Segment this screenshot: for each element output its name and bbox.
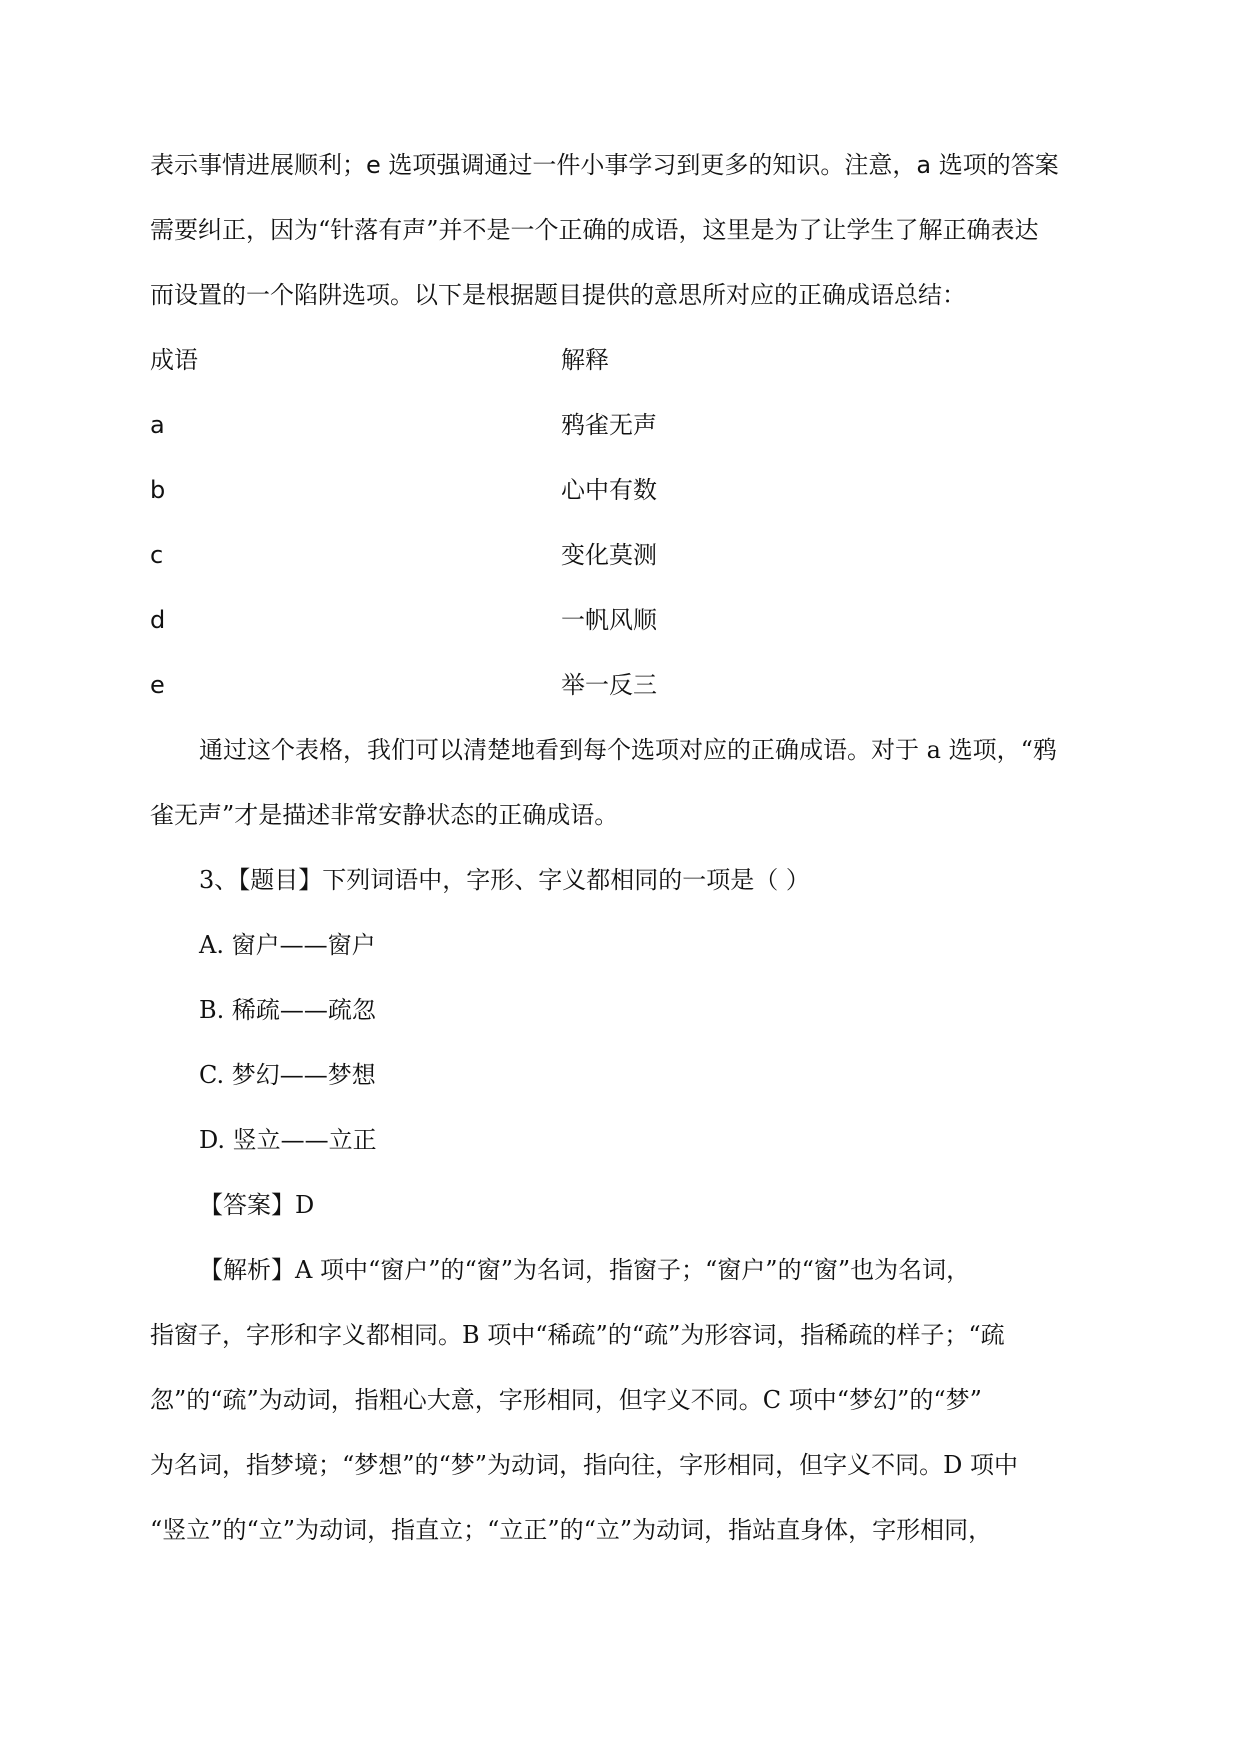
intro-line-3: 而设置的一个陷阱选项。以下是根据题目提供的意思所对应的正确成语总结： [150,281,966,309]
table-row-key: a [150,411,165,439]
intro-line-2: 需要纠正，因为“针落有声”并不是一个正确的成语，这里是为了让学生了解正确表达 [150,216,1039,244]
option-b: B. 稀疏——疏忽 [199,996,376,1024]
option-c: C. 梦幻——梦想 [199,1061,376,1089]
answer: 【答案】D [199,1191,315,1219]
option-d: D. 竖立——立正 [199,1126,377,1154]
table-header-idiom: 成语 [150,346,198,374]
intro-line-1: 表示事情进展顺利；e 选项强调通过一件小事学习到更多的知识。注意，a 选项的答案 [150,151,1059,179]
table-row-key: b [150,476,166,504]
table-row-key: d [150,606,166,634]
option-a: A. 窗户——窗户 [199,931,376,959]
analysis-line-5: “竖立”的“立”为动词，指直立；“立正”的“立”为动词，指站直身体，字形相同， [150,1516,993,1544]
table-row-value: 一帆风顺 [561,606,657,634]
table-row-key: e [150,671,165,699]
table-row-value: 鸦雀无声 [561,411,657,439]
analysis-line-1: 【解析】A 项中“窗户”的“窗”为名词，指窗子；“窗户”的“窗”也为名词， [199,1256,971,1284]
summary-line-2: 雀无声”才是描述非常安静状态的正确成语。 [150,801,619,829]
table-header-explanation: 解释 [561,346,609,374]
table-row-value: 心中有数 [561,476,657,504]
table-row-value: 变化莫测 [561,541,657,569]
analysis-line-4: 为名词，指梦境；“梦想”的“梦”为动词，指向往，字形相同，但字义不同。D 项中 [150,1451,1018,1479]
analysis-line-3: 忽”的“疏”为动词，指粗心大意，字形相同，但字义不同。C 项中“梦幻”的“梦” [150,1386,982,1414]
table-row-value: 举一反三 [561,671,657,699]
summary-line-1: 通过这个表格，我们可以清楚地看到每个选项对应的正确成语。对于 a 选项，“鸦 [199,736,1057,764]
question-stem: 3、【题目】下列词语中，字形、字义都相同的一项是（ ） [199,866,810,894]
table-row-key: c [150,541,164,569]
analysis-line-2: 指窗子，字形和字义都相同。B 项中“稀疏”的“疏”为形容词，指稀疏的样子；“疏 [150,1321,1005,1349]
